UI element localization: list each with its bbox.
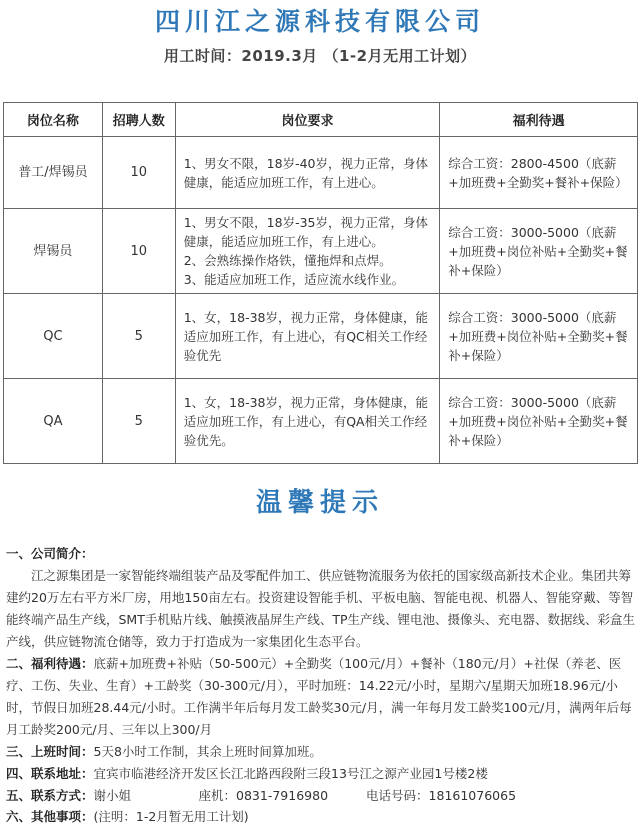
col-header-benefits: 福利待遇 <box>440 103 638 137</box>
table-row <box>4 209 638 294</box>
section-company-intro <box>6 543 636 653</box>
col-header-requirements: 岗位要求 <box>175 103 440 137</box>
tips-title: 温馨提示 <box>255 488 384 518</box>
section-contact <box>6 785 636 807</box>
position-name: QA <box>4 379 103 464</box>
landline-label: 座机： <box>198 788 237 803</box>
requirement-line: 1、女，18-38岁，视力正常，身体健康，能适应加班工作，有上进心，有QA相关工作经验优先。 <box>183 394 428 448</box>
requirements <box>175 294 440 379</box>
section-body: 江之源集团是一家智能终端组装产品及零配件加工、供应链物流服务为依托的国家级高新技术企业。集团共筹建约20万左右平方米厂房，用地150亩左右。投资建设智能手机、平板电脑、智能电视、机器人、智能穿戴、等智能终端产品生产线，SMT手机贴片线、触摸液晶屏生产线、TP生产线、锂电池、摄像头、充电器、数据线、彩盒生产线，供应链物流仓储等，致力于打造成为一家集团化生态平台。 <box>6 568 636 649</box>
landline-number[interactable]: 0831-7916980 <box>236 788 329 803</box>
phone-label: 电话号码： <box>366 788 429 803</box>
position-name: QC <box>4 294 103 379</box>
table-row <box>4 137 638 209</box>
employment-period: 用工时间：2019.3月 （1-2月无用工计划） <box>163 47 477 65</box>
section-other <box>6 806 636 828</box>
hire-count: 5 <box>102 294 175 379</box>
hire-count: 10 <box>102 137 175 209</box>
requirement-line: 1、男女不限，18岁-35岁，视力正常，身体健康，能适应加班工作，有上进心。 <box>183 215 428 249</box>
col-header-count: 招聘人数 <box>102 103 175 137</box>
phone-number[interactable]: 18161076065 <box>428 788 517 803</box>
section-heading: 三、上班时间： <box>6 744 94 759</box>
requirements <box>175 209 440 294</box>
benefits: 综合工资：3000-5000（底薪+加班费+岗位补贴+全勤奖+餐补+保险） <box>440 294 638 379</box>
col-header-position: 岗位名称 <box>4 103 103 137</box>
section-body: 5天8小时工作制，其余上班时间算加班。 <box>93 744 322 759</box>
requirements <box>175 379 440 464</box>
benefits: 综合工资：3000-5000（底薪+加班费+岗位补贴+全勤奖+餐补+保险） <box>440 209 638 294</box>
section-body: 宜宾市临港经济开发区长江北路西段附三段13号江之源产业园1号楼2楼 <box>93 766 488 781</box>
requirement-line: 1、女，18-38岁，视力正常，身体健康，能适应加班工作，有上进心，有QC相关工作经验优先 <box>183 309 428 363</box>
benefits: 综合工资：2800-4500（底薪+加班费+全勤奖+餐补+保险） <box>440 137 638 209</box>
section-hours <box>6 741 636 763</box>
section-heading: 四、联系地址： <box>6 766 94 781</box>
table-row <box>4 379 638 464</box>
section-body: 底薪+加班费+补贴（50-500元）+全勤奖（100元/月）+餐补（180元/月）+社保（养老、医疗、工伤、失业、生育）+工龄奖（30-300元/月），平时加班：14.22元/小时，星期六/星期天加班18.96元/小时，节假日加班28.44元/小时。工作满半年后每月发工龄奖30元/月，满一年每月发工龄奖100元/月，满两年后每月工龄奖200元/月、三年以上300/月 <box>6 656 632 737</box>
requirement-line: 3、能适应加班工作，适应流水线作业。 <box>183 272 405 287</box>
hire-count: 5 <box>102 379 175 464</box>
table-row <box>4 294 638 379</box>
requirements <box>175 137 440 209</box>
contact-person: 谢小姐 <box>93 788 132 803</box>
section-body: (注明：1-2月暂无用工计划) <box>93 809 249 824</box>
position-name: 普工/焊锡员 <box>4 137 103 209</box>
company-title: 四川江之源科技有限公司 <box>154 7 485 36</box>
requirement-line: 2、会熟练操作烙铁，懂拖焊和点焊。 <box>183 253 392 268</box>
section-heading: 一、公司简介： <box>6 546 94 561</box>
requirement-line: 1、男女不限，18岁-40岁，视力正常，身体健康，能适应加班工作，有上进心。 <box>183 155 428 190</box>
position-name: 焊锡员 <box>4 209 103 294</box>
job-table <box>3 102 638 464</box>
hire-count: 10 <box>102 209 175 294</box>
section-address <box>6 763 636 785</box>
benefits: 综合工资：3000-5000（底薪+加班费+岗位补贴+全勤奖+餐补+保险） <box>440 379 638 464</box>
table-header-row <box>4 103 638 137</box>
section-heading: 六、其他事项： <box>6 809 94 824</box>
section-benefits <box>6 653 636 741</box>
section-heading: 二、福利待遇： <box>6 656 94 671</box>
section-heading: 五、联系方式： <box>6 788 94 803</box>
